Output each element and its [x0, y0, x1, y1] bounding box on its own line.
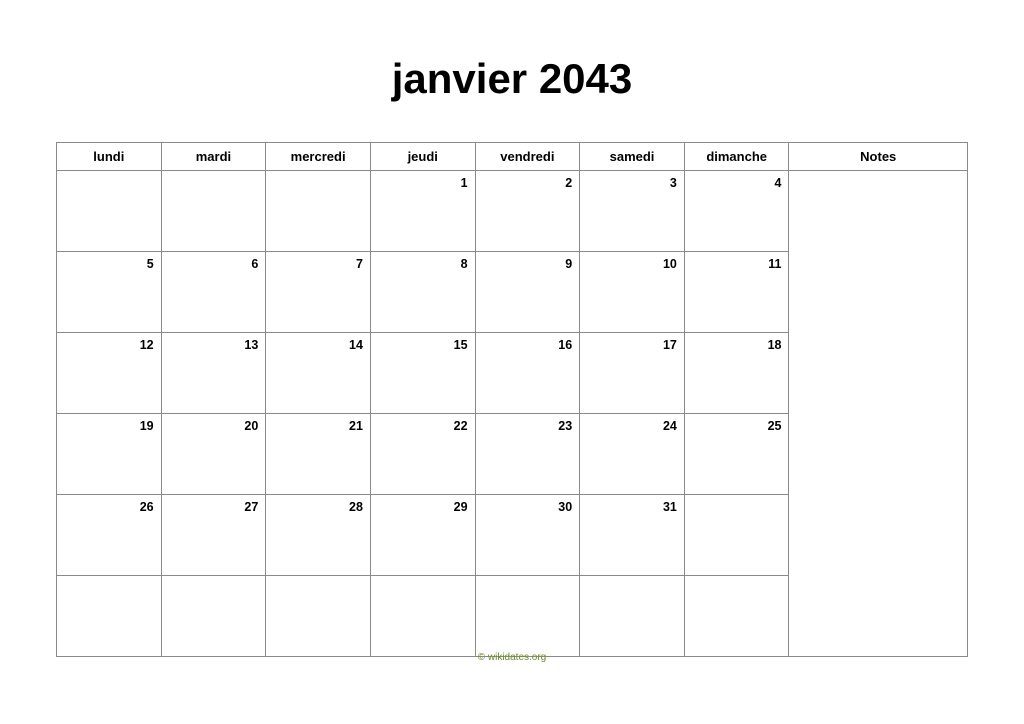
day-number: 31 [662, 500, 677, 514]
day-number [685, 495, 789, 501]
day-number: 20 [244, 419, 259, 433]
day-cell[interactable] [580, 252, 685, 333]
day-number [685, 576, 789, 582]
page-title: janvier 2043 [391, 55, 633, 102]
day-cell[interactable] [370, 333, 475, 414]
day-cell[interactable] [370, 576, 475, 657]
day-cell[interactable] [684, 252, 789, 333]
day-number: 9 [565, 257, 573, 271]
day-number: 27 [244, 500, 259, 514]
day-number [162, 171, 266, 177]
day-number: 24 [662, 419, 677, 433]
day-cell[interactable] [161, 495, 266, 576]
day-number: 6 [251, 257, 259, 271]
day-number: 15 [453, 338, 468, 352]
day-cell[interactable] [57, 576, 162, 657]
day-cell[interactable] [57, 252, 162, 333]
day-number: 18 [767, 338, 782, 352]
day-number [476, 576, 580, 582]
day-cell[interactable] [266, 576, 371, 657]
day-cell[interactable] [370, 495, 475, 576]
day-number [266, 171, 370, 177]
day-number: 23 [558, 419, 573, 433]
day-cell[interactable] [684, 414, 789, 495]
calendar-header-row [57, 143, 968, 171]
day-number: 26 [139, 500, 154, 514]
day-cell[interactable] [370, 171, 475, 252]
day-number: 14 [349, 338, 363, 352]
day-number: 29 [453, 500, 468, 514]
day-number [580, 576, 684, 582]
day-number: 7 [355, 257, 363, 271]
day-cell[interactable] [684, 495, 789, 576]
day-number [57, 171, 161, 177]
day-cell[interactable] [266, 171, 371, 252]
day-number [162, 576, 266, 582]
day-number: 3 [669, 176, 677, 190]
day-number: 25 [767, 419, 782, 433]
day-cell[interactable] [580, 171, 685, 252]
day-number: 13 [244, 338, 259, 352]
day-number: 22 [453, 419, 468, 433]
weekday-header-monday: lundi [57, 143, 162, 171]
day-number [57, 576, 161, 582]
day-cell[interactable] [684, 333, 789, 414]
day-number: 12 [139, 338, 154, 352]
day-cell[interactable] [475, 333, 580, 414]
weekday-header-tuesday: mardi [161, 143, 266, 171]
day-cell[interactable] [266, 252, 371, 333]
day-cell[interactable] [57, 333, 162, 414]
day-number: 5 [146, 257, 154, 271]
day-number: 10 [662, 257, 677, 271]
day-cell[interactable] [266, 333, 371, 414]
day-number [371, 576, 475, 582]
day-number: 16 [558, 338, 573, 352]
site-credit[interactable]: © wikidates.org [477, 652, 547, 663]
day-cell[interactable] [161, 171, 266, 252]
day-cell[interactable] [475, 252, 580, 333]
day-cell[interactable] [161, 333, 266, 414]
notes-header: Notes [789, 143, 968, 171]
day-number: 30 [558, 500, 573, 514]
day-cell[interactable] [57, 171, 162, 252]
day-cell[interactable] [161, 252, 266, 333]
day-cell[interactable] [266, 414, 371, 495]
weekday-header-saturday: samedi [580, 143, 685, 171]
day-cell[interactable] [684, 576, 789, 657]
day-cell[interactable] [57, 414, 162, 495]
day-cell[interactable] [370, 414, 475, 495]
weekday-header-sunday: dimanche [684, 143, 789, 171]
day-number: 2 [565, 176, 573, 190]
day-number: 4 [774, 176, 782, 190]
day-number [266, 576, 370, 582]
day-cell[interactable] [580, 576, 685, 657]
day-cell[interactable] [475, 171, 580, 252]
day-cell[interactable] [684, 171, 789, 252]
day-number: 1 [460, 176, 468, 190]
weekday-header-wednesday: mercredi [266, 143, 371, 171]
notes-cell[interactable] [789, 171, 968, 657]
day-cell[interactable] [57, 495, 162, 576]
calendar-table [56, 142, 968, 657]
day-number: 28 [349, 500, 363, 514]
weekday-header-thursday: jeudi [370, 143, 475, 171]
day-cell[interactable] [580, 495, 685, 576]
day-cell[interactable] [161, 576, 266, 657]
calendar-week-row [57, 171, 968, 252]
day-number: 19 [139, 419, 154, 433]
day-number: 21 [349, 419, 363, 433]
day-number: 8 [460, 257, 468, 271]
calendar-container [56, 142, 968, 657]
day-number: 11 [768, 257, 782, 271]
weekday-header-friday: vendredi [475, 143, 580, 171]
day-cell[interactable] [266, 495, 371, 576]
day-cell[interactable] [475, 414, 580, 495]
day-cell[interactable] [161, 414, 266, 495]
day-cell[interactable] [580, 333, 685, 414]
day-cell[interactable] [580, 414, 685, 495]
day-number: 17 [662, 338, 677, 352]
day-cell[interactable] [475, 495, 580, 576]
day-cell[interactable] [475, 576, 580, 657]
day-cell[interactable] [370, 252, 475, 333]
